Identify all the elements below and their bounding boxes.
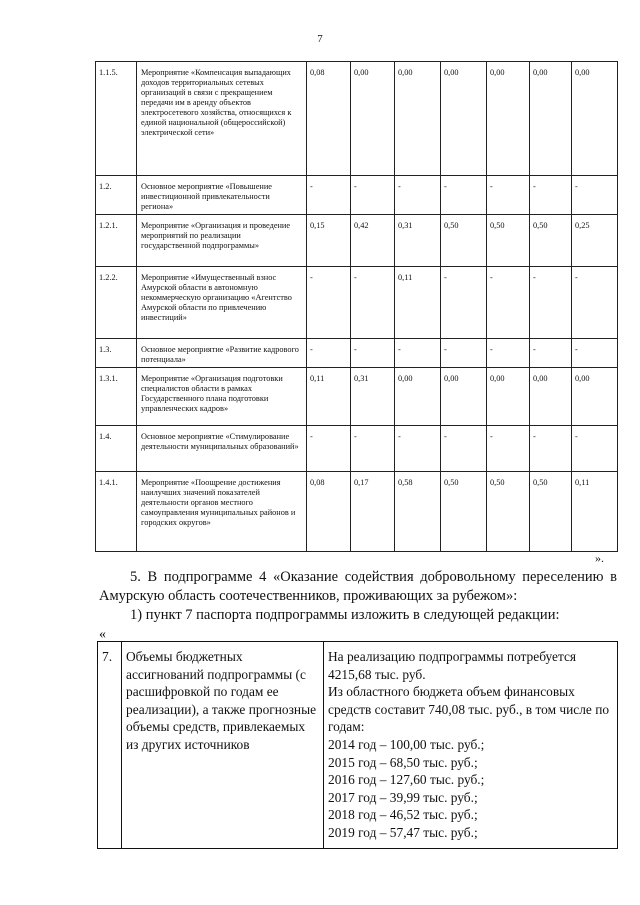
value-cell: 0,50 xyxy=(441,215,487,267)
value-cell: 0,50 xyxy=(487,472,530,552)
value-cell: - xyxy=(307,176,351,215)
value-cell: 0,00 xyxy=(395,368,441,426)
row-number: 1.2. xyxy=(96,176,137,215)
table-row xyxy=(96,62,618,176)
table-row xyxy=(96,215,618,267)
value-cell: 0,08 xyxy=(307,472,351,552)
value-cell: - xyxy=(487,426,530,472)
content-line: 2017 год – 39,99 тыс. руб.; xyxy=(328,789,478,805)
value-cell: - xyxy=(351,426,395,472)
passport-row xyxy=(98,642,618,849)
page-number: 7 xyxy=(317,33,323,45)
open-quote: « xyxy=(99,627,106,642)
value-cell: 0,08 xyxy=(307,62,351,176)
value-cell: 0,11 xyxy=(395,267,441,339)
value-cell: 0,50 xyxy=(530,215,572,267)
table-row xyxy=(96,426,618,472)
value-cell: 0,50 xyxy=(530,472,572,552)
value-cell: 0,00 xyxy=(351,62,395,176)
passport-row-label: Объемы бюджетных ассигнований подпрограммы (с расшифровкой по годам ее реализации), а также прогнозные объемы средств, привлекаемых из других источников xyxy=(122,642,324,849)
passport-row-content xyxy=(324,642,618,849)
table-row xyxy=(96,267,618,339)
row-description: Мероприятие «Организация и проведение мероприятий по реализации государственной подпрограммы» xyxy=(137,215,307,267)
row-description: Мероприятие «Организация подготовки специалистов области в рамках Государственного плана подготовки управленческих кадров» xyxy=(137,368,307,426)
row-number: 1.2.1. xyxy=(96,215,137,267)
value-cell: 0,17 xyxy=(351,472,395,552)
value-cell: 0,50 xyxy=(487,215,530,267)
value-cell: - xyxy=(487,267,530,339)
value-cell: 0,25 xyxy=(572,215,618,267)
value-cell: 0,00 xyxy=(530,62,572,176)
row-description: Мероприятие «Компенсация выпадающих доходов территориальных сетевых организаций в связи с прекращением передачи им в аренду объектов электросетевого хозяйства, относящихся к единой национальной (общероссийской) электрической сети» xyxy=(137,62,307,176)
value-cell: - xyxy=(572,339,618,368)
value-cell: 0,15 xyxy=(307,215,351,267)
content-line: 2018 год – 46,52 тыс. руб.; xyxy=(328,807,478,823)
value-cell: - xyxy=(307,267,351,339)
row-description: Мероприятие «Поощрение достижения наилучших значений показателей деятельности органов местного самоуправления муниципальных районов и городских округов» xyxy=(137,472,307,552)
value-cell: 0,58 xyxy=(395,472,441,552)
value-cell: 0,31 xyxy=(395,215,441,267)
value-cell: 0,11 xyxy=(307,368,351,426)
value-cell: - xyxy=(395,426,441,472)
paragraph-item-7: 1) пункт 7 паспорта подпрограммы изложить в следующей редакции: xyxy=(130,607,560,623)
row-description: Мероприятие «Имущественный взнос Амурской области в автономную некоммерческую организацию «Агентство Амурской области по привлечению инвестиций» xyxy=(137,267,307,339)
content-line: На реализацию подпрограммы потребуется 4215,68 тыс. руб. xyxy=(328,649,577,682)
value-cell: - xyxy=(441,267,487,339)
value-cell: - xyxy=(351,176,395,215)
value-cell: - xyxy=(487,176,530,215)
value-cell: 0,00 xyxy=(441,368,487,426)
value-cell: 0,50 xyxy=(441,472,487,552)
value-cell: 0,00 xyxy=(572,62,618,176)
content-line: 2014 год – 100,00 тыс. руб.; xyxy=(328,736,485,752)
value-cell: 0,00 xyxy=(530,368,572,426)
content-line: Из областного бюджета объем финансовых средств составит 740,08 тыс. руб., в том числе по годам: xyxy=(328,684,610,735)
value-cell: - xyxy=(351,267,395,339)
table-row xyxy=(96,339,618,368)
row-description: Основное мероприятие «Стимулирование деятельности муниципальных образований» xyxy=(137,426,307,472)
value-cell: - xyxy=(530,267,572,339)
row-description: Основное мероприятие «Повышение инвестиционной привлекательности региона» xyxy=(137,176,307,215)
row-number: 1.3. xyxy=(96,339,137,368)
value-cell: - xyxy=(395,339,441,368)
paragraph-subprogram-4: 5. В подпрограмме 4 «Оказание содействия добровольному переселению в Амурскую область соотечественников, проживающих за рубежом»: xyxy=(99,569,617,604)
value-cell: - xyxy=(530,426,572,472)
passport-table xyxy=(97,641,618,849)
row-number: 1.1.5. xyxy=(96,62,137,176)
value-cell: - xyxy=(530,176,572,215)
value-cell: 0,00 xyxy=(487,62,530,176)
row-number: 1.4.1. xyxy=(96,472,137,552)
value-cell: 0,00 xyxy=(572,368,618,426)
value-cell: - xyxy=(530,339,572,368)
value-cell: 0,00 xyxy=(487,368,530,426)
content-line: 2019 год – 57,47 тыс. руб.; xyxy=(328,824,478,840)
value-cell: - xyxy=(441,426,487,472)
value-cell: - xyxy=(572,267,618,339)
row-number: 1.2.2. xyxy=(96,267,137,339)
value-cell: - xyxy=(572,176,618,215)
value-cell: 0,31 xyxy=(351,368,395,426)
activities-table xyxy=(95,61,618,552)
value-cell: - xyxy=(441,339,487,368)
value-cell: - xyxy=(572,426,618,472)
table-row xyxy=(96,472,618,552)
value-cell: 0,00 xyxy=(395,62,441,176)
row-number: 1.4. xyxy=(96,426,137,472)
value-cell: 0,11 xyxy=(572,472,618,552)
value-cell: 0,42 xyxy=(351,215,395,267)
closing-quote: ». xyxy=(595,551,604,565)
passport-row-number: 7. xyxy=(98,642,122,849)
value-cell: - xyxy=(441,176,487,215)
table-row xyxy=(96,368,618,426)
value-cell: 0,00 xyxy=(441,62,487,176)
value-cell: - xyxy=(307,426,351,472)
value-cell: - xyxy=(395,176,441,215)
row-number: 1.3.1. xyxy=(96,368,137,426)
table-row xyxy=(96,176,618,215)
row-description: Основное мероприятие «Развитие кадрового потенциала» xyxy=(137,339,307,368)
content-line: 2016 год – 127,60 тыс. руб.; xyxy=(328,772,485,788)
value-cell: - xyxy=(307,339,351,368)
value-cell: - xyxy=(351,339,395,368)
content-line: 2015 год – 68,50 тыс. руб.; xyxy=(328,754,478,770)
value-cell: - xyxy=(487,339,530,368)
